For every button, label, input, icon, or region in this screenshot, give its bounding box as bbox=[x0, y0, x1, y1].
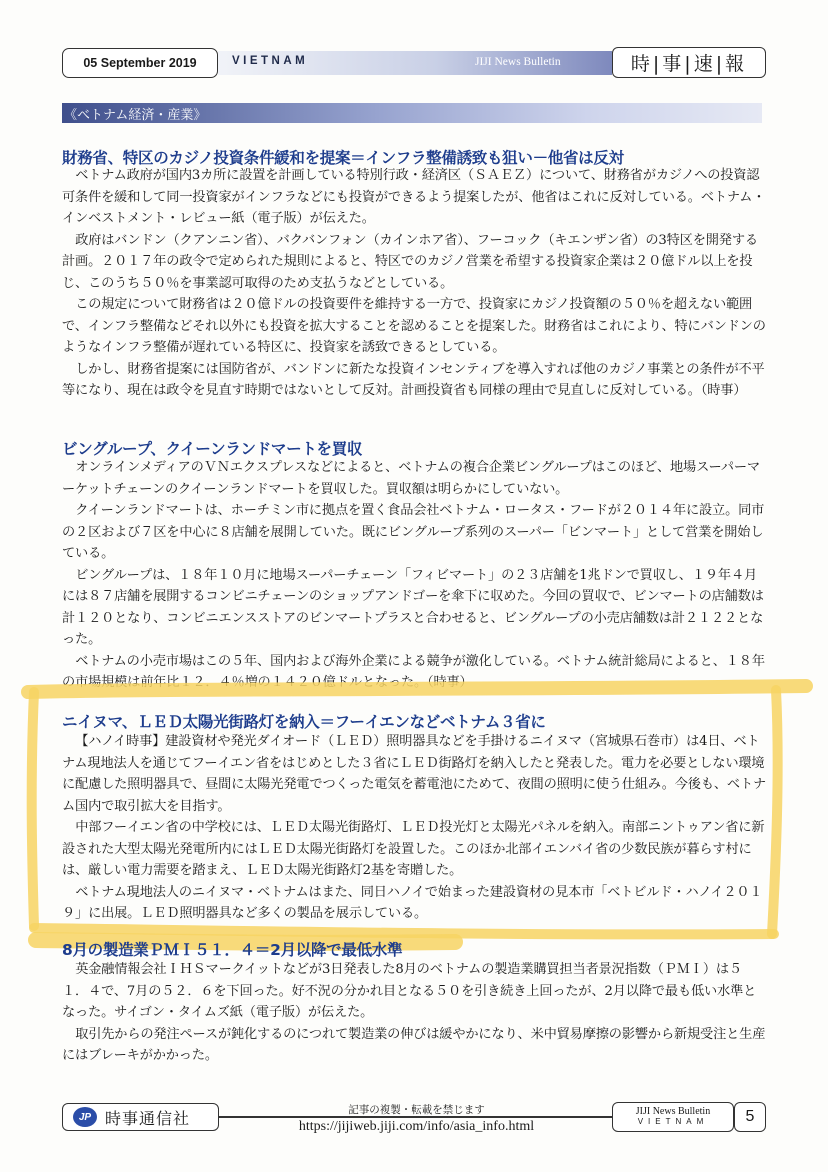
category-label: 《ベトナム経済・産業》 bbox=[64, 108, 207, 123]
jiji-logo bbox=[62, 1103, 219, 1131]
paragraph: 英金融情報会社ＩＨＳマークイットなどが3日発表した8月のベトナムの製造業購買担当者景況指数（ＰＭＩ）は５１．４で、7月の５２．６を下回った。好不況の分かれ目となる５０を引き続き上回ったが、2月以降で最も低い水準となった。サイゴン・タイムズ紙（電子版）が伝えた。 bbox=[62, 962, 757, 1020]
paragraph: 取引先からの発注ペースが鈍化するのにつれて製造業の伸びは緩やかになり、米中貿易摩擦の影響から新規受注と生産にはブレーキがかかった。 bbox=[62, 1026, 766, 1063]
footer-bulletin-box bbox=[612, 1102, 734, 1132]
logo-text: 時事通信社 bbox=[105, 1108, 191, 1128]
paragraph: 中部フーイエン省の中学校には、ＬＥＤ太陽光街路灯、ＬＥＤ投光灯と太陽光パネルを納入。南部ニントゥアン省に新設された大型太陽光発電所内にはＬＥＤ太陽光街路灯を設置した。このほか北部イエンバイ省の少数民族が暮らす村には、厳しい電力需要を踏まえ、ＬＥＤ太陽光街路灯2基を寄贈した。 bbox=[62, 820, 765, 878]
paragraph: ビングループは、１８年１０月に地場スーパーチェーン「フィビマート」の２３店舗を1兆ドンで買収し、１９年４月には８７店舗を展開するコンビニチェーンのショップアンドゴーを傘下に収めた。今回の買収で、ビンマートの店舗数は計１２０となり、コンビニエンスストアのビンマートプラスと合わせると、ビングループの小売店舗数は計２１２２となった。 bbox=[62, 567, 764, 647]
jiji-logo-icon: JP bbox=[73, 1107, 97, 1127]
paragraph: ベトナムの小売市場はこの５年、国内および海外企業による競争が激化している。ベトナム統計総局によると、１８年の市場規模は前年比１２．４％増の１４２０億ドルとなった。（時事） bbox=[62, 653, 765, 690]
article-headline-vingroup: ビングループ、クイーンランドマートを買収 bbox=[62, 440, 363, 458]
paragraph: クイーンランドマートは、ホーチミン市に拠点を置く食品会社ベトナム・ロータス・フードが２０１４年に設立。同市の２区および７区を中心に８店舗を展開していた。既にビングループ系列のスーパー「ビンマート」として営業を開始している。 bbox=[62, 503, 765, 561]
paragraph: 【ハノイ時事】建設資材や発光ダイオード（ＬＥＤ）照明器具などを手掛けるニイヌマ（宮城県石巻市）は4日、ベトナム現地法人を通じてフーイエン省をはじめとした３省にＬＥＤ街路灯を納入したと発表した。電力を必要としない環境に配慮した照明器具で、昼間に太陽光発電でつくった電気を蓄電池にためて、夜間の照明に使う仕組み。今後も、ベトナム国内で取引拡大を目指す。 bbox=[62, 734, 767, 814]
article-body-pmi bbox=[62, 959, 768, 1067]
article-headline-casino: 財務省、特区のカジノ投資条件緩和を提案＝インフラ整備誘致も狙い－他省は反対 bbox=[62, 149, 624, 167]
country-label: VIETNAM bbox=[232, 55, 309, 67]
paragraph: ベトナム現地法人のニイヌマ・ベトナムはまた、同日ハノイで始まった建設資材の見本市「ベトビルド・ハノイ２０１９」に出展。ＬＥＤ照明器具など多くの製品を展示している。 bbox=[62, 884, 763, 921]
paragraph: この規定について財務省は２０億ドルの投資要件を維持する一方で、投資家にカジノ投資額の５０％を超えない範囲で、インフラ整備などそれ以外にも投資を拡大することを認めることを提案した。財務省はこれにより、特にバンドンのようなインフラ整備が遅れている特区に、投資家を誘致できるとしている。 bbox=[62, 297, 766, 355]
article-body-niinuma bbox=[62, 731, 768, 925]
paragraph: しかし、財務省提案には国防省が、バンドンに新たな投資インセンティブを導入すれば他のカジノ事業との条件が不平等になり、現在は政令を見直す時期ではないとして反対。計画投資省も同様の理由で見直しに反対している。（時事） bbox=[62, 361, 765, 398]
copyright-notice: 記事の複製・転載を禁じます bbox=[348, 1104, 485, 1116]
paragraph: ベトナム政府が国内3カ所に設置を計画している特別行政・経済区（ＳＡＥＺ）について、財務省がカジノへの投資認可条件を緩和して同一投資家がインフラなどにも投資ができるよう提案したが、他省はこれに反対している。ベトナム・インベストメント・レビュー紙（電子版）が伝えた。 bbox=[62, 168, 766, 226]
paragraph: 政府はバンドン（クアンニン省）、バクバンフォン（カインホア省）、フーコック（キエンザン省）の3特区を開発する計画。２０１７年の政令で定められた規則によると、特区でのカジノ営業を希望する投資家企業は２０億ドル以上を投じ、このうち５０％を事業認可取得のため支払うなどとしている。 bbox=[62, 232, 758, 291]
footer-country: VIETNAM bbox=[637, 1117, 709, 1126]
issue-date: 05 September 2019 bbox=[62, 48, 218, 78]
article-headline-niinuma: ニイヌマ、ＬＥＤ太陽光街路灯を納入＝フーイエンなどベトナム３省に bbox=[62, 713, 546, 731]
article-headline-pmi: 8月の製造業ＰＭＩ５１．４＝2月以降で最低水準 bbox=[62, 941, 403, 959]
bulletin-label: JIJI News Bulletin bbox=[475, 56, 561, 68]
paragraph: オンラインメディアのＶＮエクスプレスなどによると、ベトナムの複合企業ビングループはこのほど、地場スーパーマーケットチェーンのクイーンランドマートを買収した。買収額は明らかにしていない。 bbox=[62, 460, 760, 497]
footer-url-link[interactable]: https://jijiweb.jiji.com/info/asia_info.html bbox=[298, 1119, 535, 1134]
footer-bulletin: JIJI News Bulletin bbox=[635, 1106, 711, 1117]
page-number: 5 bbox=[734, 1102, 766, 1132]
jiji-title: 時|事|速|報 bbox=[612, 47, 766, 78]
